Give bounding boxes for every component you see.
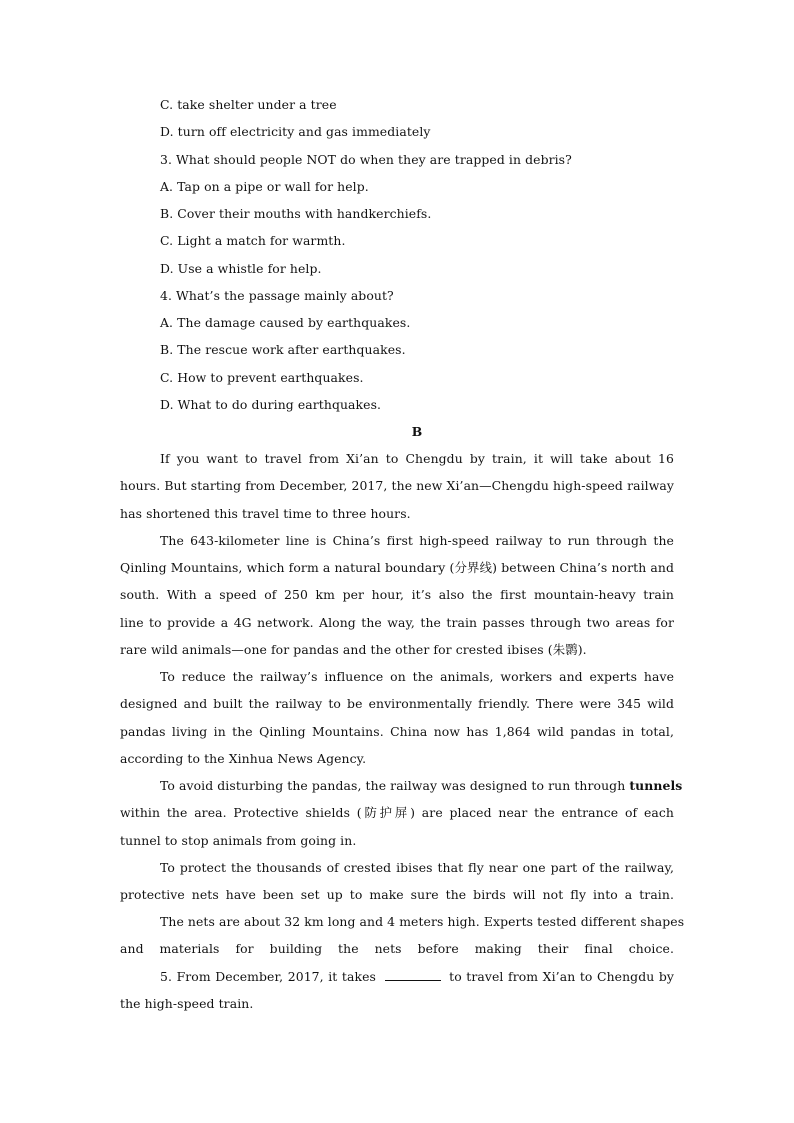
passage-line: rare wild animals—one for pandas and the other for crested ibises (朱鹮). — [120, 642, 587, 657]
option-text: B. Cover their mouths with handkerchiefs. — [160, 206, 432, 221]
passage-line: The nets are about 32 km long and 4 meters high. Experts tested different shapes — [160, 914, 685, 929]
passage-line: To protect the thousands of crested ibises that fly near one part of the railway, — [160, 860, 674, 875]
option-text: A. Tap on a pipe or wall for help. — [160, 179, 369, 194]
passage-line: If you want to travel from Xi’an to Chengdu by train, it will take about 16 — [160, 451, 674, 466]
option-text: B. The rescue work after earthquakes. — [160, 342, 406, 357]
question-5-end: to travel from Xi’an to Chengdu by — [449, 969, 674, 984]
passage-line: line to provide a 4G network. Along the way, the train passes through two areas for — [120, 615, 674, 630]
passage-line: Qinling Mountains, which form a natural boundary (分界线) between China’s north and — [120, 560, 674, 575]
option-text: A. The damage caused by earthquakes. — [160, 315, 411, 330]
question-5 — [160, 968, 674, 986]
option-text: C. take shelter under a tree — [160, 97, 337, 112]
passage-line: according to the Xinhua News Agency. — [120, 751, 367, 766]
passage-line: To reduce the railway’s influence on the animals, workers and experts have — [160, 669, 674, 684]
option-text: D. Use a whistle for help. — [160, 261, 322, 276]
question-5-line2: the high-speed train. — [120, 996, 254, 1011]
option-text: C. How to prevent earthquakes. — [160, 370, 364, 385]
passage-line: pandas living in the Qinling Mountains. China now has 1,864 wild pandas in total, — [120, 724, 674, 739]
option-text: D. What to do during earthquakes. — [160, 397, 382, 412]
passage-line: south. With a speed of 250 km per hour, it’s also the first mountain-heavy train — [120, 587, 674, 602]
passage-line: has shortened this travel time to three hours. — [120, 506, 411, 521]
passage-line: hours. But starting from December, 2017, the new Xi’an—Chengdu high-speed railway — [120, 478, 674, 493]
passage-line — [160, 777, 683, 795]
option-text: D. turn off electricity and gas immediately — [160, 124, 431, 139]
passage-text: To avoid disturbing the pandas, the railway was designed to run through — [160, 778, 626, 793]
passage-line: designed and built the railway to be environmentally friendly. There were 345 wild — [120, 696, 674, 711]
question-text: 3. What should people NOT do when they are trapped in debris? — [160, 152, 572, 167]
question-5-start: 5. From December, 2017, it takes — [160, 969, 377, 984]
bold-keyword: tunnels — [629, 778, 683, 793]
section-heading: B — [411, 424, 423, 439]
passage-line: within the area. Protective shields (防护屏) are placed near the entrance of each — [120, 805, 674, 820]
answer-blank[interactable] — [385, 968, 441, 981]
passage-line: tunnel to stop animals from going in. — [120, 833, 357, 848]
passage-line: protective nets have been set up to make sure the birds will not fly into a train. — [120, 887, 674, 902]
option-text: C. Light a match for warmth. — [160, 233, 346, 248]
passage-line: The 643-kilometer line is China’s first high-speed railway to run through the — [160, 533, 674, 548]
passage-line: and materials for building the nets before making their final choice. — [120, 941, 674, 956]
question-text: 4. What’s the passage mainly about? — [160, 288, 394, 303]
